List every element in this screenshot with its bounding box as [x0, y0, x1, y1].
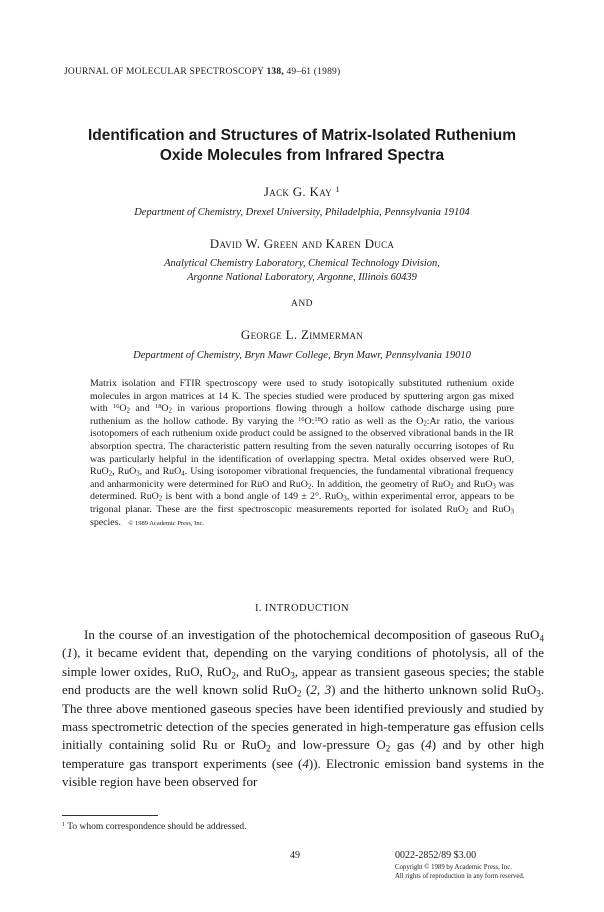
abstract: Matrix isolation and FTIR spectroscopy were used to study isotopically substituted ruthenium oxide molecules in argon matrices at 14 K. The species studied were produced by sputtering argon gas mixed with $^{16}O_2$ and $^{18}O_2$ in various proportions flowing through a hollow cathode discharge using pure ruthenium as the hollow cathode. By varying the $^{16}$O:$^{18}$O ratio as well as the $O_2:Ar$ ratio, the various isotopomers of each ruthenium oxide product could be assigned to the observed vibrational bands in the IR absorption spectra. The characteristic pattern resulting from the seven naturally occurring isotopes of Ru was particularly helpful in the identification of overlapping spectra. Metal oxides observed were RuO, RuO$_2$, RuO$_3$, and RuO$_4$. Using isotopomer vibrational frequencies, the fundamental vibrational frequency and anharmonicity were determined for RuO and RuO$_2$. In addition, the geometry of RuO$_2$ and RuO$_3$ was determined. RuO$_2$ is bent with a bond angle of 149 ± 2°. RuO$_3$, within experimental error, appears to be trigonal planar. These are the first spectroscopic measurements reported for isolated RuO$_2$ and RuO$_3$ species. © 1989 Academic Press, Inc. — [90, 378, 515, 528]
author-1-footnote-mark: 1 — [335, 183, 341, 194]
paper-title — [60, 126, 544, 166]
page-number: 49 — [290, 850, 300, 861]
issn-price: 0022-2852/89 $3.00 — [395, 850, 477, 861]
copyright-line: Copyright © 1989 by Academic Press, Inc. — [395, 864, 512, 871]
journal-pages-year: 49–61 (1989) — [286, 67, 341, 77]
title-line-1: Identification and Structures of Matrix-Isolated Ruthenium — [87, 127, 516, 144]
and-separator: AND — [290, 299, 314, 309]
rights-line: All rights of reproduction in any form reserved. — [395, 873, 525, 880]
footnote-mark: 1 — [62, 821, 66, 828]
journal-header — [64, 67, 340, 77]
affiliation-1: Department of Chemistry, Drexel University, Philadelphia, Pennsylvania 19104 — [134, 207, 470, 218]
introduction-body — [62, 626, 544, 792]
affiliation-3: Department of Chemistry, Bryn Mawr College, Bryn Mawr, Pennsylvania 19010 — [133, 350, 471, 361]
title-line-2: Oxide Molecules from Infrared Spectra — [159, 147, 445, 164]
reference-2-3: 2, 3 — [310, 682, 332, 698]
affiliation-2-line-2: Argonne National Laboratory, Argonne, Illinois 60439 — [187, 272, 417, 283]
authors-2: David W. Green and Karen Duca — [209, 236, 395, 251]
footnote-text: To whom correspondence should be addressed. — [65, 822, 247, 832]
footnote-rule — [62, 815, 158, 816]
affiliation-2-line-1: Analytical Chemistry Laboratory, Chemical Technology Division, — [164, 258, 440, 269]
reference-1: 1 — [66, 645, 73, 661]
author-3: George L. Zimmerman — [240, 327, 364, 342]
introduction-paragraph: In the course of an investigation of the photochemical decomposition of gaseous RuO$_4$ (1), it became evident that, depending on the varying conditions of photolysis, all of the simple lower oxides, RuO, RuO$_2$, and RuO$_3$, appear as transient gaseous species; the stable end products are the well known solid RuO$_2$ (2, 3) and the hitherto unknown solid RuO$_3$. The three above mentioned gaseous species have been identified previously and studied by mass spectrometric detection of the species generated in high-temperature gas effusion cells initially containing solid Ru or RuO$_2$ and low-pressure $O_2$ gas (4) and by other high temperature gas transport experiments (see (4)). Electronic emission band systems in the visible region have been observed for — [62, 627, 545, 790]
footnote — [62, 822, 247, 832]
journal-name: JOURNAL OF MOLECULAR SPECTROSCOPY — [64, 67, 264, 77]
reference-4: 4 — [425, 737, 432, 753]
publisher-copyright — [395, 863, 524, 881]
author-1 — [40, 184, 564, 200]
journal-volume: 138, — [266, 67, 284, 77]
abstract-copyright: © 1989 Academic Press, Inc. — [128, 519, 205, 527]
reference-4b: 4 — [302, 755, 309, 771]
section-heading-introduction: I. INTRODUCTION — [254, 603, 350, 614]
author-1-name: Jack G. Kay — [263, 184, 332, 199]
